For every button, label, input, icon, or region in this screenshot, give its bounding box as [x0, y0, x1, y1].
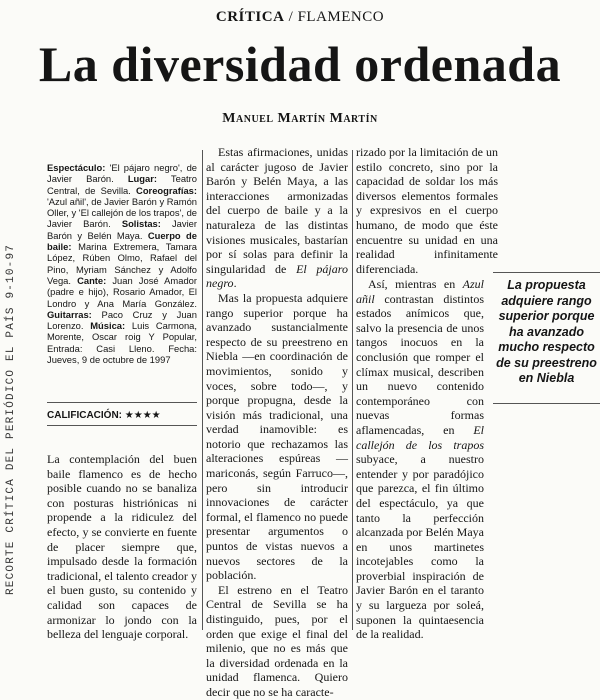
work-title: El pájaro negro	[206, 261, 348, 291]
work-title: El callejón de los trapos	[356, 422, 484, 452]
text-run: .	[233, 276, 237, 291]
factbox-divider	[47, 425, 197, 426]
column-divider	[202, 150, 203, 630]
fact-text: Marina Extremera, Tamara López, Rúben Olmo, Rafael del Pino, Myriam Sánchez y Adolfo Vega.	[47, 241, 197, 286]
headline: La diversidad ordenada	[38, 36, 562, 92]
fact-label: Espectáculo:	[47, 162, 106, 173]
byline: Manuel Martín Martín	[222, 111, 378, 126]
article-column-3	[356, 145, 498, 276]
fact-text: Juan José Amador (padre e hijo), Rosario Amador, El Londro y Ana María González.	[47, 274, 197, 309]
fact-box	[47, 162, 197, 365]
pullquote-rule-top	[493, 272, 600, 273]
article-column-3b	[356, 277, 484, 642]
fact-label: Coreografías:	[136, 184, 197, 196]
paragraph: Mas la propuesta adquiere rango superior porque ha avanzado sustancialmente respecto de su preestreno en Niebla —en coordinación de movimientos, sonido y voces, sobre todo—, y porque propugna, desde la visión más tradicional, una verdad inamovible: es notorio que rechazamos las alteraciones espúreas —mariconás, según Farruco—, pero sin introducir innovaciones de carácter formal, el flamenco no puede presentar argumentos o puntos de vistas nuevos a nuevos sectores de la población.	[206, 290, 348, 583]
section-kicker	[0, 9, 600, 26]
paragraph	[356, 277, 484, 642]
side-clipping-note: RECORTE CRÍTICA DEL PERIÓDICO EL PAÍS 9-10-97	[5, 243, 17, 595]
fact-label: Música:	[90, 320, 126, 332]
text-run: contrastan distintos estados anímicos que, salvo la presencia de unos tangos inocuos en la conclusión que romper el clímax musical, describen un nuevo contenido contemporáneo con nuevas formas aflamencadas, en	[356, 291, 484, 437]
paragraph: El estreno en el Teatro Central de Sevilla se ha distinguido, pues, por el orden que exige el final del milenio, que no es más que la diversidad ordenada en la unidad flamenca. Quiero decir que no se ha caracte-	[206, 582, 348, 699]
fact-label: Guitarras:	[47, 308, 92, 320]
pullquote-rule-bottom	[493, 403, 600, 404]
pull-quote: La propuesta adquiere rango superior porque ha avanzado mucho respecto de su preestreno en Niebla	[496, 278, 597, 385]
fact-text: Luis Carmona, Morente, Oscar roig Y Popular, Entrada: Casi Lleno. Fecha: Jueves, 9 de octubre de 1997	[47, 320, 197, 366]
article-column-2	[206, 145, 348, 700]
article-column-1	[47, 452, 197, 642]
fact-label: Cante:	[77, 274, 107, 286]
work-title: Azul añil	[356, 277, 484, 306]
paragraph: La contemplación del buen baile flamenco es de hecho posible cuando no se banaliza con posturas histriónicas ni propende a la ridiculez del efecto, y se convierte en fuente de placer siempre que, impulsado desde la formación tradicional, el talento creador y el buen gusto, su contenido y calidad son capaces de armonizar lo jondo con la belleza del lenguaje corporal.	[47, 452, 197, 642]
fact-label: Lugar:	[127, 173, 157, 185]
paragraph	[206, 145, 348, 291]
fact-text: Paco Cruz y Juan Lorenzo.	[47, 308, 197, 332]
rating-label: CALIFICACIÓN:	[47, 410, 122, 421]
subsection-label: / FLAMENCO	[288, 9, 385, 25]
fact-label: Solistas:	[121, 218, 161, 230]
fact-text: Teatro Central, de Sevilla.	[47, 173, 197, 196]
text-run: Estas afirmaciones, unidas al carácter jugoso de Javier Barón y Belén Maya, a las interacciones armonizadas del cuerpo de baile y a la naturaleza de las distintas visiones musicales, bastarían por sí solas para definir la singularidad de	[206, 145, 348, 276]
rating-stars-icon: ★★★★	[124, 410, 161, 421]
fact-text: 'El pájaro negro', de Javier Barón.	[47, 162, 197, 185]
paragraph: rizado por la limitación de un estilo concreto, sino por la capacidad de soldar los más diversos elementos formales y expresivos en el cuerpo humano, de modo que éste encuentre su unidad en una realidad infinitamente diferenciada.	[356, 145, 498, 276]
factbox-divider	[47, 402, 197, 403]
rating	[47, 410, 197, 421]
fact-label: Cuerpo de baile:	[47, 229, 198, 253]
fact-text: 'Azul añil', de Javier Barón y Ramón Oller, y 'El callejón de los trapos', de Javier Barón.	[47, 195, 198, 230]
text-run: subyace, a nuestro entender y por paradójico que parezca, el fin último del espectáculo, ya que tanto la perfección alcanzada por Belén Maya en unos martinetes incotejables como la proverbial inspiración de Javier Barón en el taranto y su largueza por soleá, suponen la quintaesencia de la realidad.	[356, 452, 484, 642]
text-run: Así, mientras en	[368, 277, 463, 291]
column-divider	[352, 150, 353, 630]
section-label: CRÍTICA	[215, 9, 285, 25]
fact-text: Javier Barón y Belén Maya.	[47, 218, 197, 241]
